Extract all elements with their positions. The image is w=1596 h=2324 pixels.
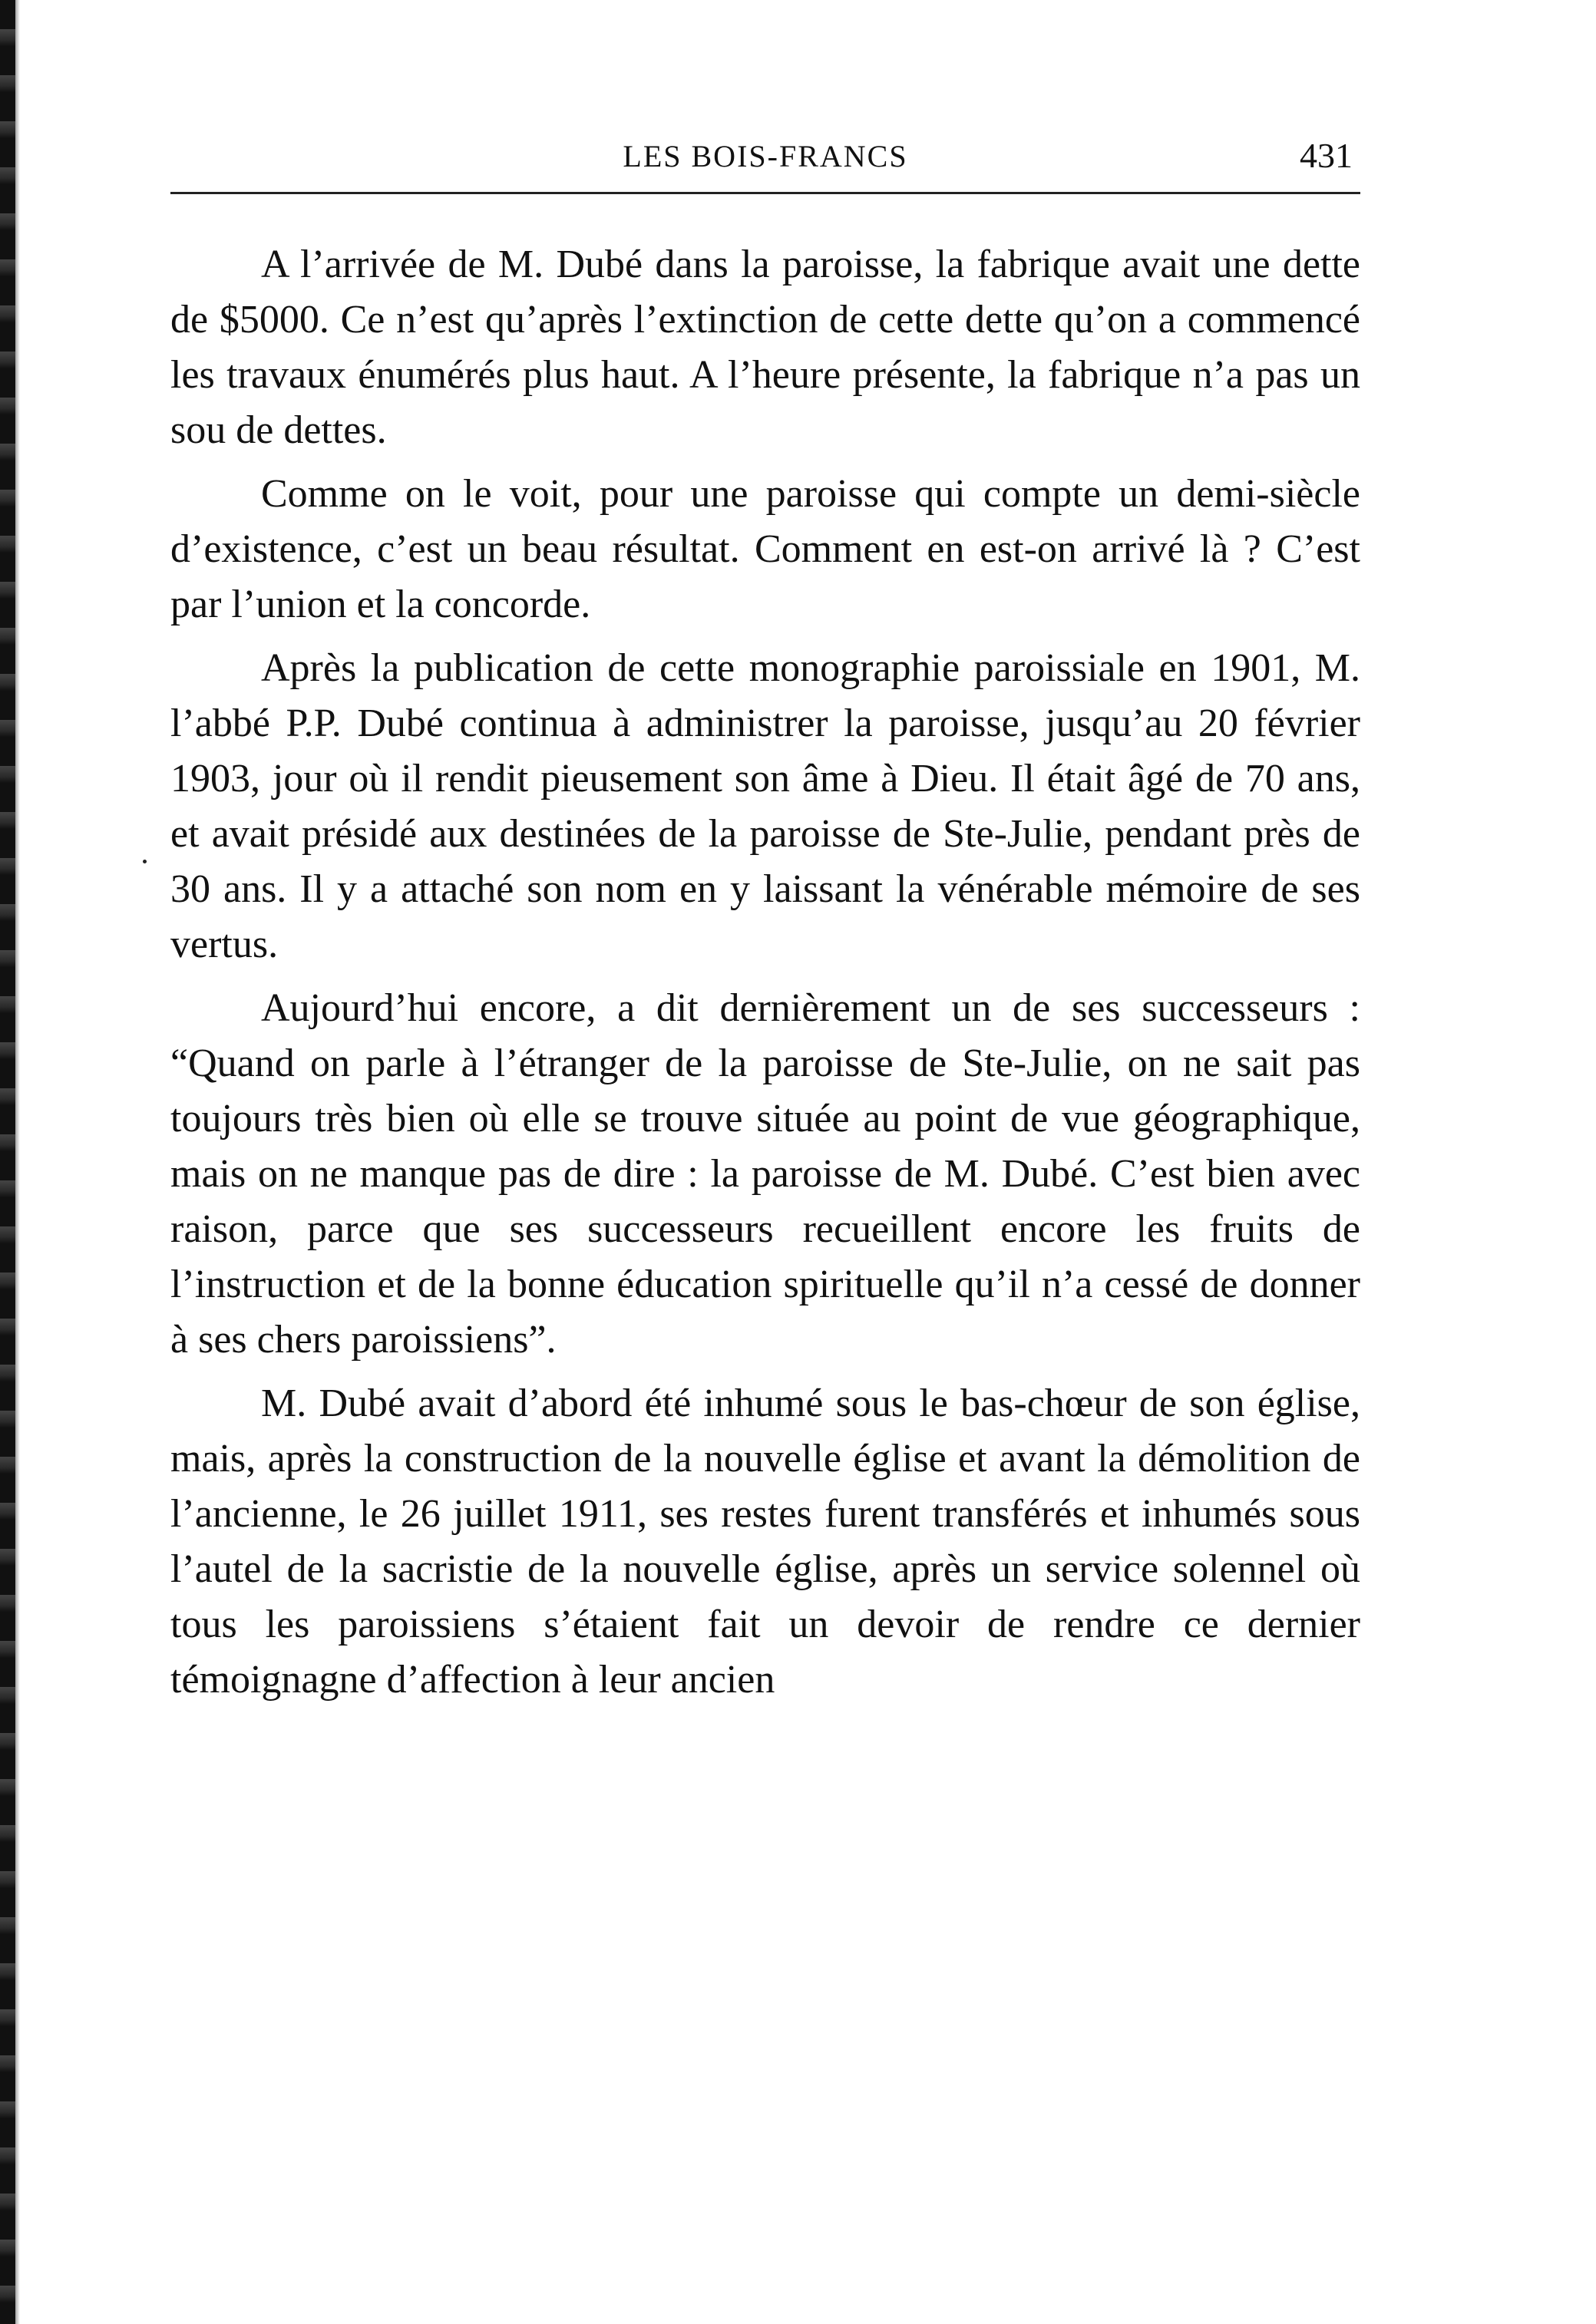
print-speck	[143, 860, 147, 863]
page-header	[170, 130, 1360, 192]
paragraph-3: Après la publication de cette monographie paroissiale en 1901, M. l’abbé P.P. Dubé continua à administrer la paroisse, jusqu’au 20 février 1903, jour où il rendit pieusement son âme à Dieu. Il était âgé de 70 ans, et avait présidé aux destinées de la paroisse de Ste-Julie, pendant près de 30 ans. Il y a attaché son nom en y laissant la vénérable mémoire de ses vertus.	[170, 646, 1360, 966]
body-text	[170, 237, 1360, 1708]
paragraph-5: M. Dubé avait d’abord été inhumé sous le bas-chœur de son église, mais, après la construction de la nouvelle église et avant la démolition de l’ancienne, le 26 juillet 1911, ses restes furent transférés et inhumés sous l’autel de la sacristie de la nouvelle église, après un service solennel où tous les paroissiens s’étaient fait un devoir de rendre ce dernier témoignagne d’affection à leur ancien	[170, 1382, 1360, 1702]
paragraph-2: Comme on le voit, pour une paroisse qui compte un demi-siècle d’existence, c’est un beau résultat. Comment en est-on arrivé là ? C’est par l’union et la concorde.	[170, 472, 1360, 626]
paragraph-1: A l’arrivée de M. Dubé dans la paroisse, la fabrique avait une dette de $5000. Ce n’est qu’après l’extinction de cette dette qu’on a commencé les travaux énumérés plus haut. A l’heure présente, la fabrique n’a pas un sou de dettes.	[170, 243, 1360, 452]
running-title: LES BOIS-FRANCS	[623, 139, 908, 173]
book-binding-edge	[0, 0, 15, 2324]
book-page	[170, 130, 1360, 1716]
header-rule	[170, 192, 1360, 194]
page-number: 431	[1300, 136, 1353, 175]
paragraph-4: Aujourd’hui encore, a dit dernièrement un de ses successeurs : “Quand on parle à l’étranger de la paroisse de Ste-Julie, on ne sait pas toujours très bien où elle se trouve située au point de vue géographique, mais on ne manque pas de dire : la paroisse de M. Dubé. C’est bien avec raison, parce que ses successeurs recueillent encore les fruits de l’instruction et de la bonne éducation spirituelle qu’il n’a cessé de donner à ses chers paroissiens”.	[170, 986, 1360, 1362]
